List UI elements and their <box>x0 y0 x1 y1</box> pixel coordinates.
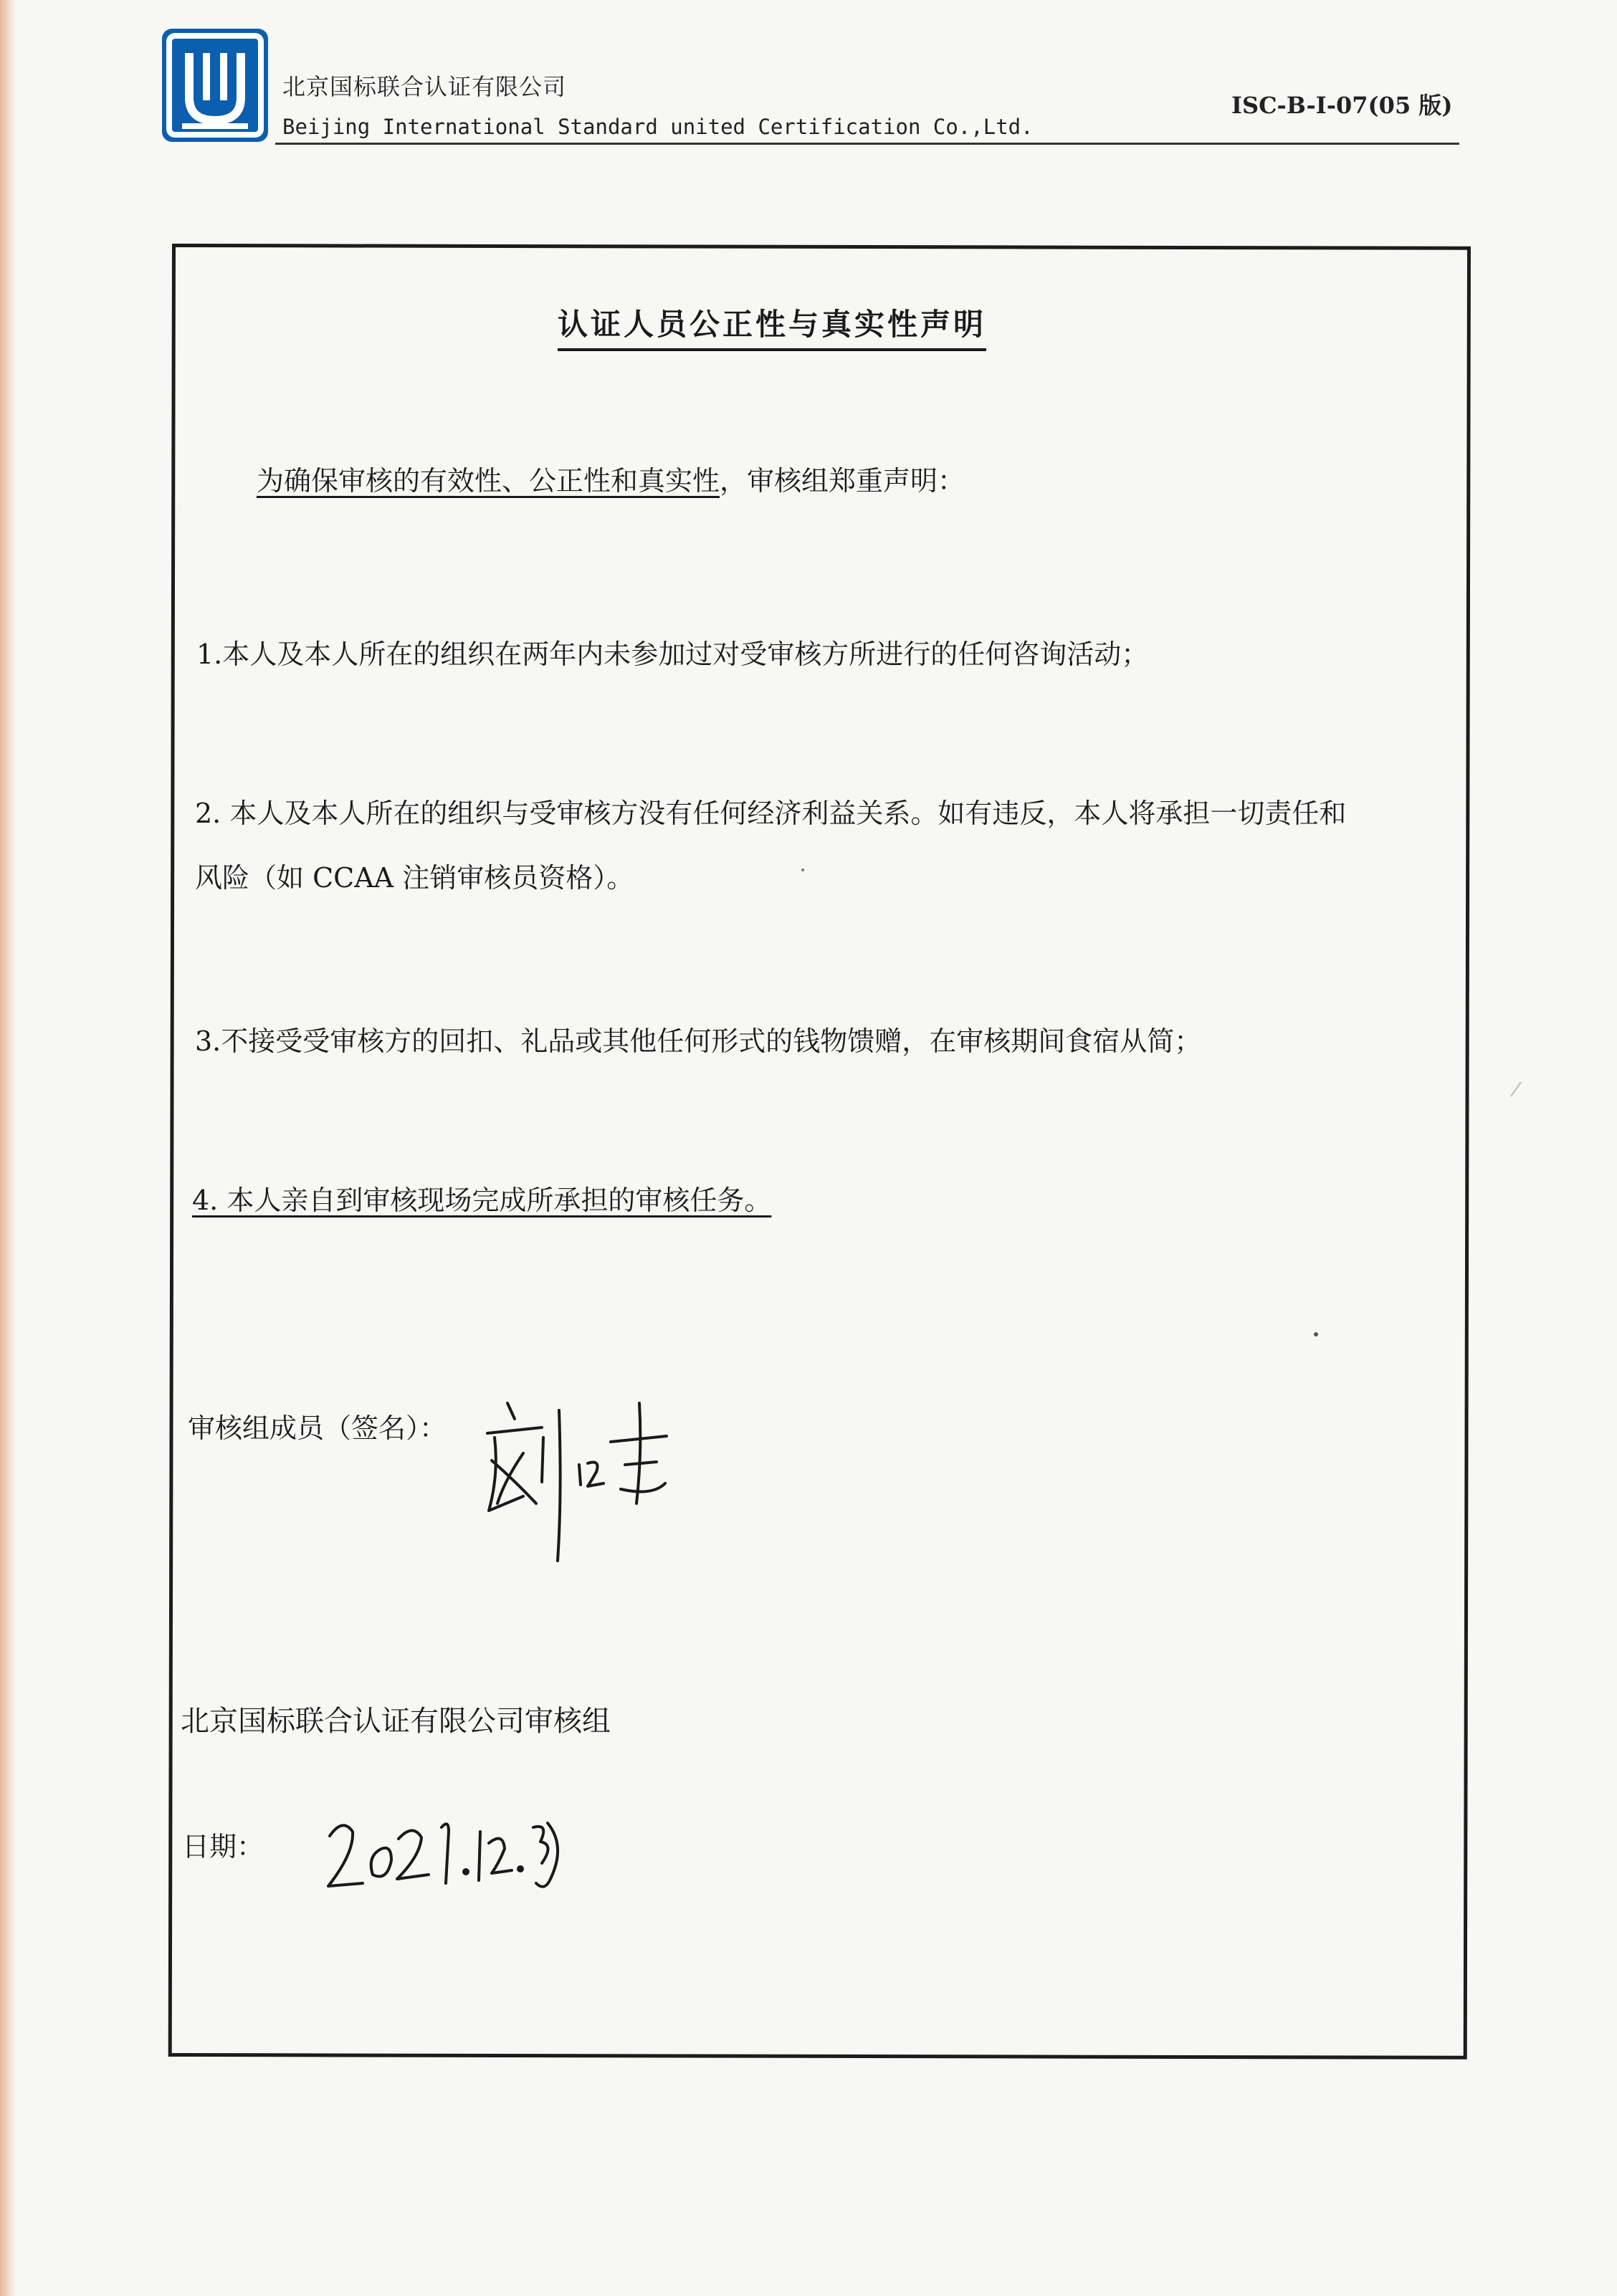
declaration-item-3: 3.不接受受审核方的回扣、礼品或其他任何形式的钱物馈赠，在审核期间食宿从简； <box>195 1025 1202 1057</box>
scan-edge-shadow <box>0 0 16 2296</box>
form-title: 认证人员公正性与真实性声明 <box>558 301 986 351</box>
date-label: 日期： <box>182 1831 264 1862</box>
document-code: ISC-B-I-07(05 版) <box>1231 92 1453 119</box>
declaration-form-border <box>168 244 1471 2060</box>
handwritten-date <box>321 1803 579 1906</box>
declaration-item-1: 1.本人及本人所在的组织在两年内未参加过对受审核方所进行的任何咨询活动； <box>196 638 1149 670</box>
company-name-chinese: 北京国标联合认证有限公司 <box>282 73 567 100</box>
organization-name: 北京国标联合认证有限公司审核组 <box>181 1705 611 1738</box>
intro-rest-text: ，审核组郑重声明： <box>720 465 965 497</box>
header-divider <box>275 143 1459 145</box>
declaration-item-4: 4. 本人亲自到审核现场完成所承担的审核任务。 <box>192 1185 772 1216</box>
certification-logo-icon <box>162 29 268 142</box>
intro-statement <box>257 459 965 498</box>
company-name-english: Beijing International Standard united Certification Co.,Ltd. <box>282 115 1034 139</box>
intro-underlined-text: 为确保审核的有效性、公正性和真实性 <box>257 465 720 497</box>
declaration-item-2-continued: 风险（如 CCAA 注销审核员资格）。 <box>195 862 634 894</box>
handwritten-signature <box>473 1396 702 1585</box>
declaration-item-2: 2. 本人及本人所在的组织与受审核方没有任何经济利益关系。如有违反，本人将承担一切责任和 <box>195 798 1347 829</box>
audit-members-signature-label: 审核组成员（签名）： <box>188 1412 447 1444</box>
